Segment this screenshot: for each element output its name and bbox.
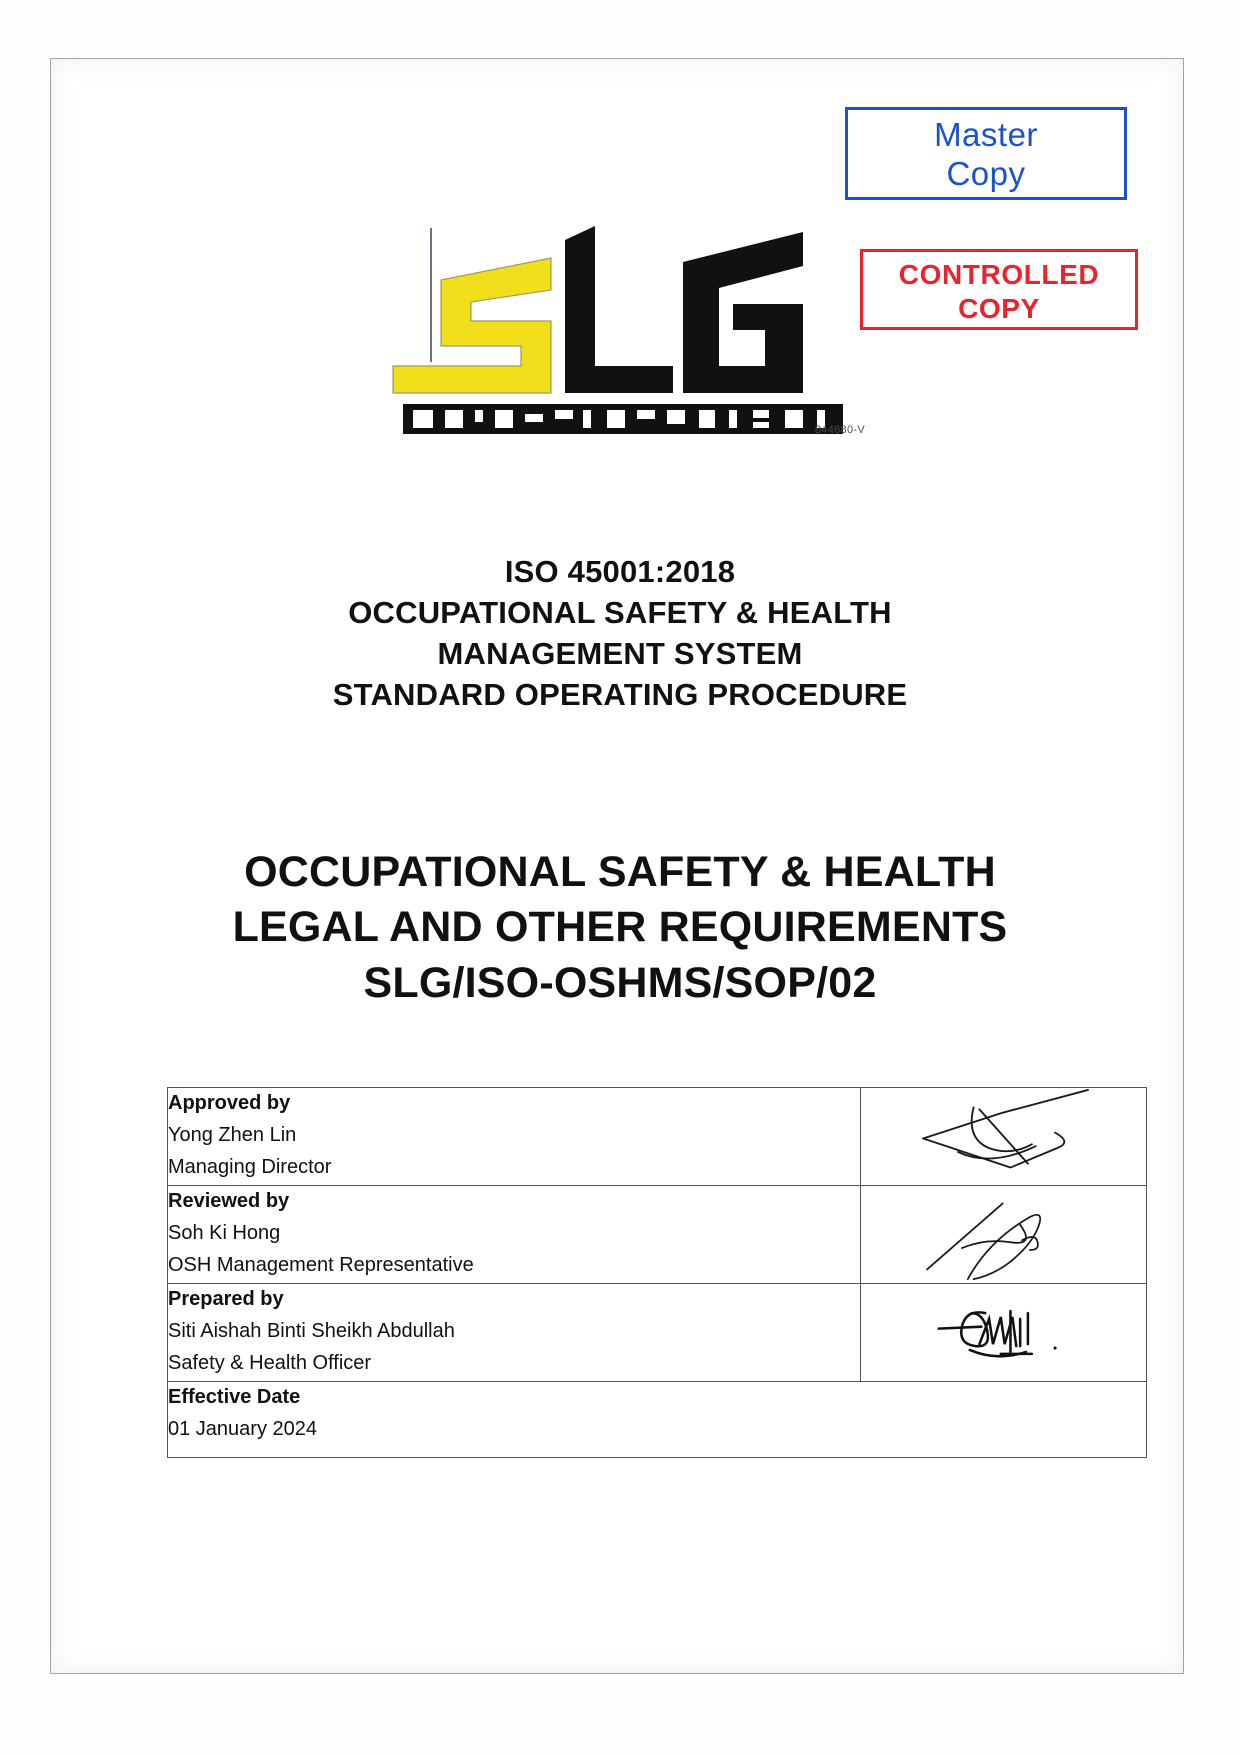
document-title-line1: OCCUPATIONAL SAFETY & HEALTH [244, 848, 996, 896]
master-copy-stamp-line2: Copy [946, 154, 1026, 192]
signature-icon [861, 1284, 1146, 1381]
master-copy-stamp [845, 107, 1127, 200]
page-title [0, 845, 1240, 1011]
approved-by-label: Approved by [168, 1092, 291, 1114]
effective-date-cell [168, 1382, 1147, 1458]
signature-icon [861, 1186, 1146, 1283]
effective-date-value: 01 January 2024 [168, 1418, 318, 1440]
document-reference-code: SLG/ISO-OSHMS/SOP/02 [363, 958, 877, 1007]
iso-heading-line2: OCCUPATIONAL SAFETY & HEALTH [348, 594, 892, 630]
reviewed-by-title: OSH Management Representative [168, 1254, 474, 1276]
table-row [168, 1088, 1147, 1186]
approved-by-name: Yong Zhen Lin [168, 1124, 297, 1146]
iso-heading-line1: ISO 45001:2018 [504, 554, 736, 589]
controlled-copy-stamp-line1: CONTROLLED [898, 259, 1100, 290]
reviewed-by-cell [168, 1186, 861, 1284]
approved-by-cell [168, 1088, 861, 1186]
reviewed-by-name: Soh Ki Hong [168, 1222, 281, 1244]
reviewed-by-signature-cell [860, 1186, 1146, 1284]
table-row [168, 1186, 1147, 1284]
slg-construction-logo-icon [383, 218, 863, 448]
signature-icon [861, 1088, 1146, 1185]
prepared-by-label: Prepared by [168, 1288, 284, 1310]
prepared-by-cell [168, 1284, 861, 1382]
controlled-copy-stamp-line2: COPY [958, 293, 1040, 325]
iso-standard-heading [0, 552, 1240, 716]
table-row [168, 1382, 1147, 1458]
controlled-copy-stamp [860, 249, 1138, 330]
logo-registration-number: 844680-V [814, 424, 865, 436]
iso-heading-line4: STANDARD OPERATING PROCEDURE [332, 676, 908, 712]
approved-by-signature-cell [860, 1088, 1146, 1186]
master-copy-stamp-line1: Master [934, 116, 1038, 153]
prepared-by-title: Safety & Health Officer [168, 1352, 372, 1374]
prepared-by-signature-cell [860, 1284, 1146, 1382]
table-row [168, 1284, 1147, 1382]
approved-by-title: Managing Director [168, 1156, 332, 1178]
company-logo [383, 218, 863, 448]
effective-date-label: Effective Date [168, 1386, 301, 1408]
iso-heading-line3: MANAGEMENT SYSTEM [437, 635, 803, 671]
approval-signature-table [167, 1087, 1147, 1458]
document-title-line2: LEGAL AND OTHER REQUIREMENTS [232, 903, 1008, 952]
prepared-by-name: Siti Aishah Binti Sheikh Abdullah [168, 1320, 455, 1342]
reviewed-by-label: Reviewed by [168, 1190, 290, 1212]
